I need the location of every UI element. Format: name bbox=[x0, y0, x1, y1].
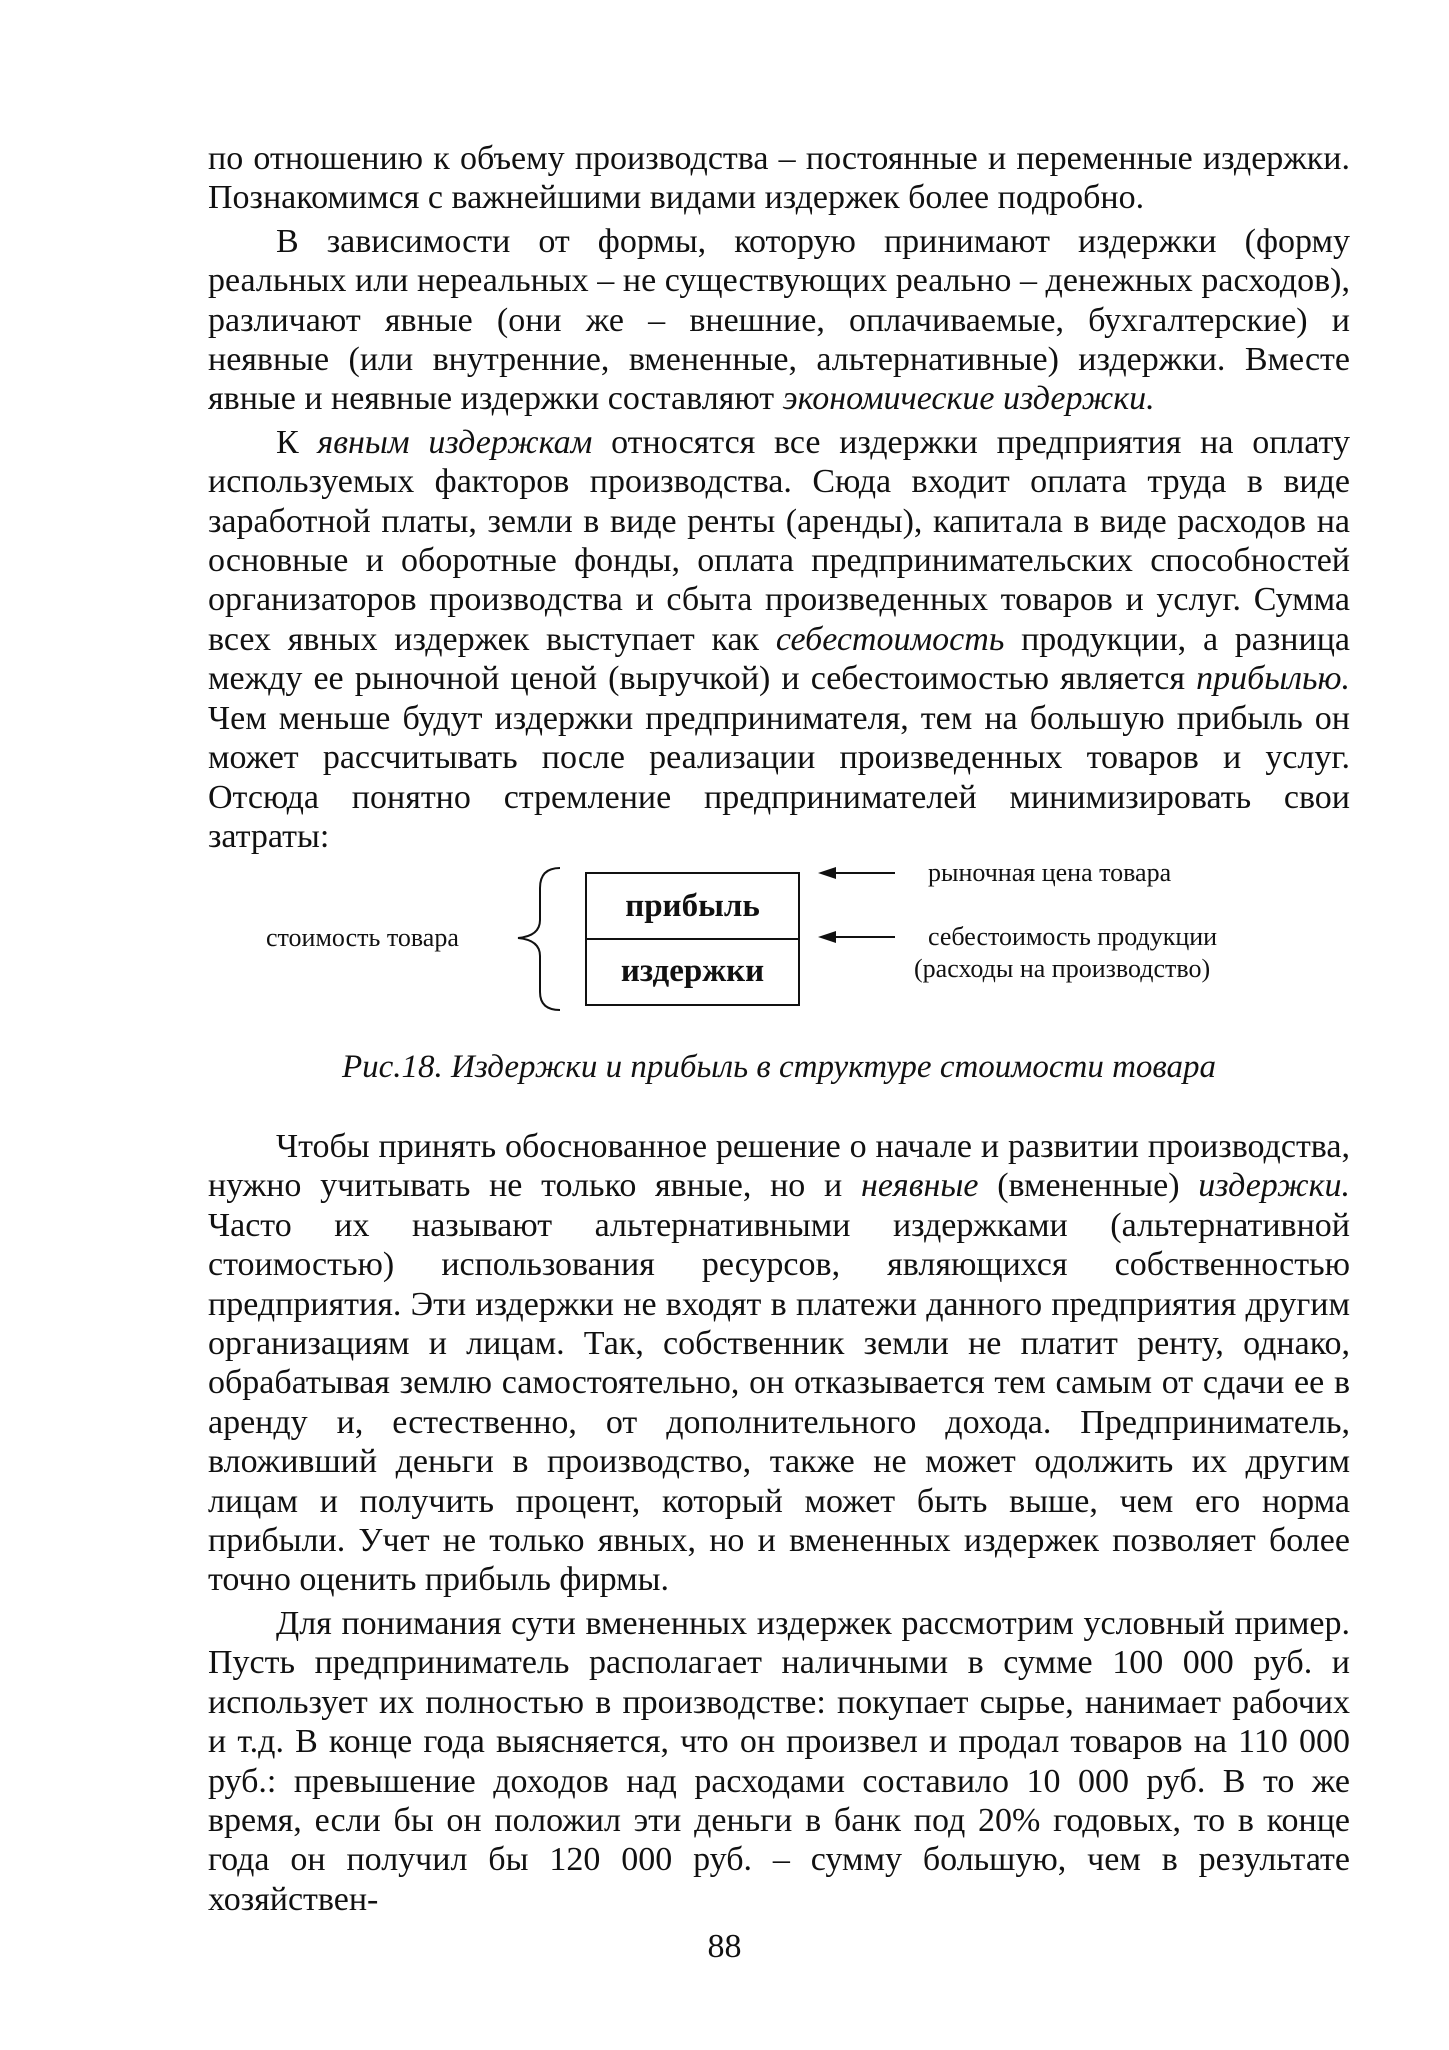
italic-term: неявные bbox=[860, 1167, 979, 1205]
paragraph-p3 bbox=[208, 423, 1350, 856]
text-block-top bbox=[208, 139, 1350, 860]
paragraph-text: продукции, а разница между ее рыночной ценой (выручкой) и себестоимостью является bbox=[208, 620, 1350, 698]
paragraph-text: Чтобы принять обоснованное решение о начале и развитии производства, нужно учитывать не только явные, но и bbox=[208, 1128, 1350, 1205]
label-market-price: рыночная цена товара bbox=[928, 858, 1172, 887]
left-brace-icon bbox=[518, 868, 560, 1010]
italic-term: прибылью. bbox=[1196, 660, 1350, 698]
label-production-expenses: (расходы на производство) bbox=[914, 954, 1211, 983]
paragraph-text: Для понимания сути вмененных издержек рассмотрим условный пример. Пусть предприниматель располагает наличными в сумме 100 000 руб. и использует их полностью в производстве: покупает сырье, нанимает рабочих и т.д. В конце года выясняется, что он произвел и продал товаров на 110 000 руб.: превышение доходов над расходами составило 10 000 руб. В то же время, если бы он положил эти деньги в банк под 20% годовых, то в конце года он получил бы 120 000 руб. – сумму большую, чем в результате хозяйствен- bbox=[208, 1604, 1350, 1918]
paragraph-text: относятся все издержки предприятия на оплату используемых факторов производства. Сюда входит оплата труда в виде заработной платы, земли в виде ренты (аренды), капитала в виде расходов на основные и оборотные фонды, оплата предпринимательских способностей организаторов производства и сбыта произведенных товаров и услуг. Сумма всех явных издержек выступает как bbox=[208, 423, 1350, 658]
italic-term: себестоимость bbox=[775, 620, 1005, 658]
left-label-product-value: стоимость товара bbox=[266, 923, 459, 952]
figure-cost-structure bbox=[0, 840, 1449, 1030]
page-number: 88 bbox=[707, 1928, 742, 1965]
arrow-top-head-icon bbox=[818, 867, 836, 879]
paragraph-p2 bbox=[208, 222, 1350, 419]
profit-cell: прибыль bbox=[587, 874, 798, 940]
text-block-bottom bbox=[208, 1127, 1350, 1923]
costs-cell: издержки bbox=[620, 953, 765, 989]
paragraph-p4 bbox=[208, 1127, 1350, 1600]
paragraph-text: В зависимости от формы, которую принимают издержки (форму реальных или нереальных – не существующих реально – денежных расходов), различают явные (они же – внешние, оплачиваемые, бухгалтерские) и неявные (или внутренние, вмененные, альтернативные) издержки. Вместе явные и неявные издержки составляют bbox=[208, 222, 1350, 418]
paragraph-text: Часто их называют альтернативными издержками (альтернативной стоимостью) использования ресурсов, являющихся собственностью предприятия. Эти издержки не входят в платежи данного предприятия другим организациям и лицам. Так, собственник земли не платит ренту, однако, обрабатывая землю самостоятельно, он отказывается тем самым от сдачи ее в аренду и, естественно, от дополнительного дохода. Предприниматель, вложивший деньги в производство, также не может одолжить их другим лицам и получить процент, который может быть выше, чем его норма прибыли. Учет не только явных, но и вмененных издержек позволяет более точно оценить прибыль фирмы. bbox=[208, 1206, 1350, 1599]
value-structure-box bbox=[585, 872, 800, 1006]
paragraph-p5 bbox=[208, 1604, 1350, 1919]
figure-caption: Рис.18. Издержки и прибыль в структуре стоимости товара bbox=[341, 1049, 1217, 1085]
arrow-mid-head-icon bbox=[818, 931, 836, 943]
label-cost-price: себестоимость продукции bbox=[928, 922, 1218, 951]
paragraph-text: по отношению к объему производства – постоянные и переменные издержки. Познакомимся с важнейшими видами издержек более подробно. bbox=[208, 140, 1350, 217]
paragraph-p1 bbox=[208, 139, 1350, 218]
paragraph-text: Чем меньше будут издержки предпринимателя, тем на большую прибыль он может рассчитывать после реализации произведенных товаров и услуг. Отсюда понятно стремление предпринимателей минимизировать свои затраты: bbox=[208, 699, 1350, 855]
italic-term: издержки. bbox=[1198, 1167, 1350, 1205]
italic-term: экономические издержки. bbox=[782, 380, 1155, 418]
paragraph-text: (вмененные) bbox=[978, 1167, 1199, 1205]
paragraph-text: К bbox=[276, 423, 318, 461]
italic-term: явным издержкам bbox=[317, 423, 593, 461]
